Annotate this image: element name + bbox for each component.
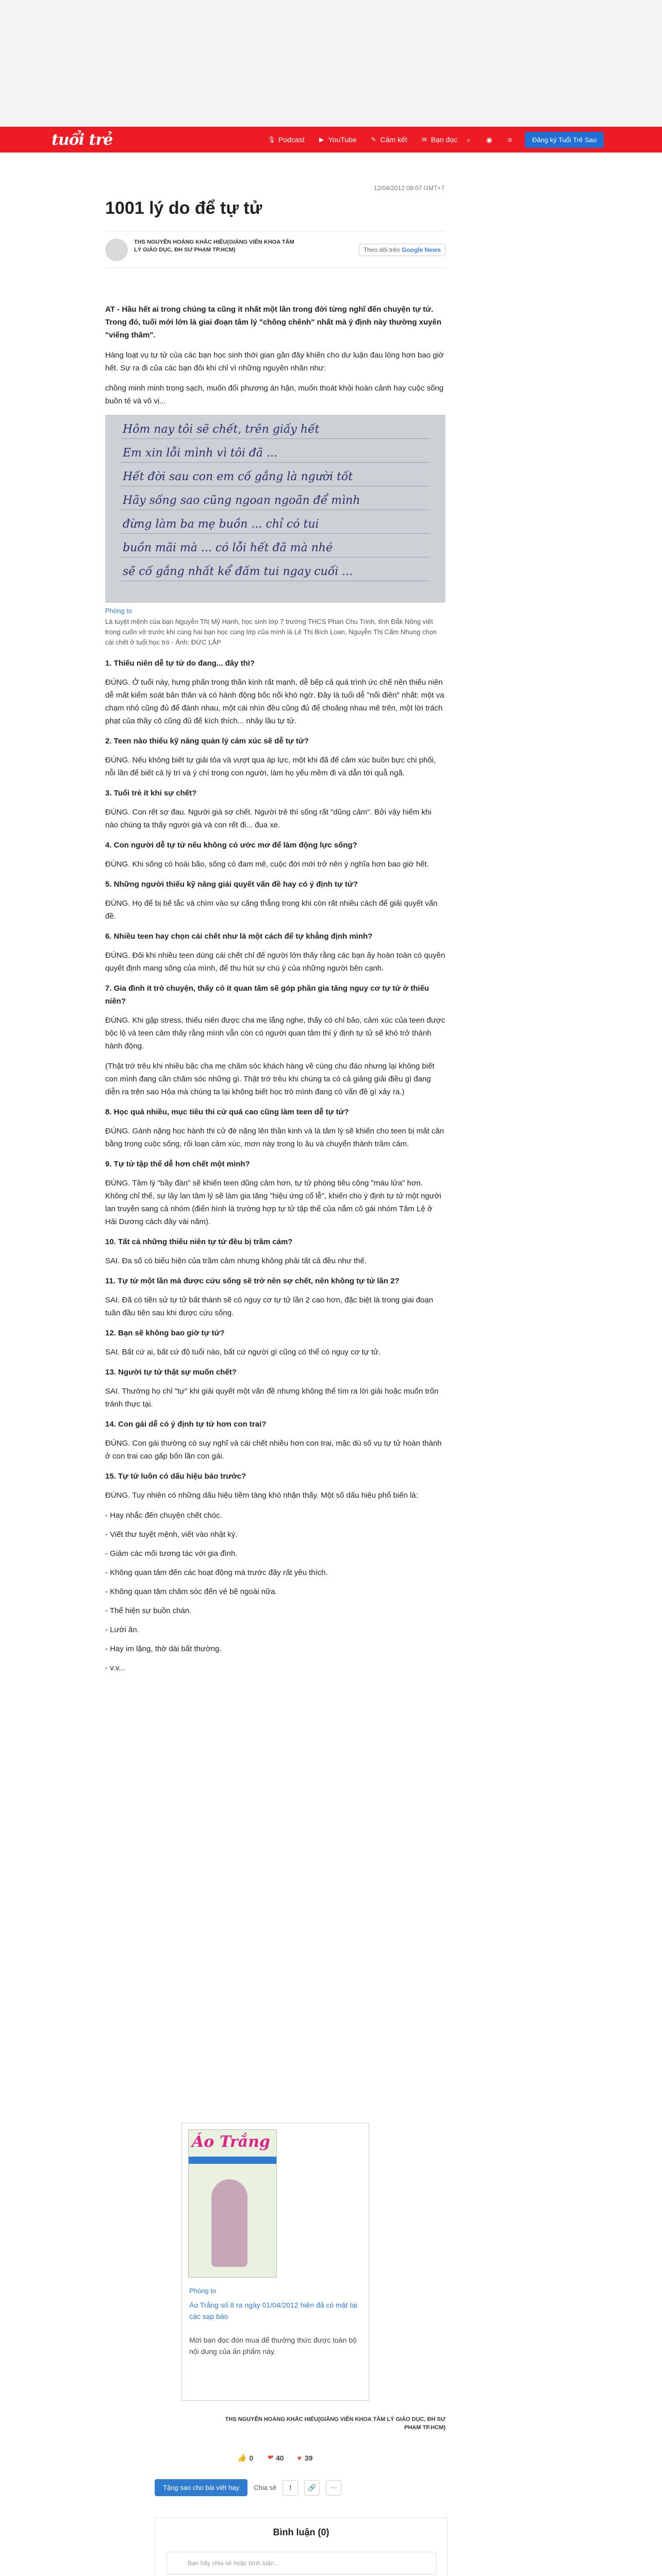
like-icon: 👍 [237,2453,246,2462]
byline [105,231,445,268]
intro-paragraph: Hàng loạt vụ tự tử của các bạn học sinh thời gian gần đây khiến cho dư luận đau lòng hơn bao giờ hết. Sự ra đi của các bạn đôi khi chỉ vì những nguyên nhân như: [105,351,444,372]
comment-title: Bình luận (0) [273,2527,329,2537]
header-actions [463,127,604,152]
qa-question: 2. Teen nào thiếu kỹ năng quản lý cảm xúc sẽ dễ tự tử? [105,737,309,745]
magazine-cover-title: Áo Trắng [192,2133,270,2151]
header-link-ban-doc[interactable] [421,135,457,144]
warning-sign: - Hay nhắc đến chuyện chết chóc. [105,1511,222,1520]
header-link-youtube[interactable] [318,135,357,144]
header-link-podcast[interactable] [268,135,305,144]
copy-link-icon[interactable]: 🔗 [304,2480,320,2496]
qa-answer: ĐÚNG. Khi sống có hoài bão, sống có đam mê, cuộc đời mới trở nên ý nghĩa hơn bao giờ hết. [105,860,429,869]
zoom-link[interactable]: Phóng to [189,2287,217,2295]
qa-question: 6. Nhiều teen hay chọn cái chết như là một cách để tự khẳng định mình? [105,932,373,941]
author-signature: THS NGUYỄN HOÀNG KHẮC HIẾU(GIẢNG VIÊN KHOA TÂM LÝ GIÁO DỤC, ĐH SƯ PHẠM TP.HCM) [225,2416,445,2431]
qa-question: 1. Thiếu niên dễ tự tử do đang... đây thì? [105,659,255,668]
qa-answer: ĐÚNG. Con rết sợ đau. Người già sợ chết. Người trẻ thì sống rất "dũng cảm". Bởi vậy hiếm khi nào chúng ta thấy người già và con rết đi... đua xe. [105,808,432,829]
logo-text: tuổi trẻ [52,130,113,149]
handwriting-line: Hết đời sau con em cố gắng là người tốt [123,470,353,483]
podcast-icon: 🎙 [268,136,276,143]
qa-question: 11. Tự tử một lần mà được cứu sống sẽ trở nên sợ chết, nên không tự tử lần 2? [105,1277,400,1285]
qa-question: 9. Tự tử tập thể dễ hơn chết một mình? [105,1160,250,1168]
handwriting-line: Em xin lỗi mình vì tôi đã ... [123,447,278,460]
warning-sign: - Thể hiện sự buồn chán. [105,1606,192,1615]
avatar [105,239,128,261]
ban-doc-icon: ✉ [421,136,427,143]
qa-answer: ĐÚNG. Ở tuổi này, hưng phấn trong thần kinh rất mạnh, dễ bếp cả quá trình ức chế nên thiếu niên dễ mất kiểm soát bản thân và có hành động bốc nổi khó ngờ. Đây là tuổi dễ "nổi điên" nhất: một va chạm nhỏ cũng đủ để đánh nhau, một cái nhìn đều cũng đủ để choảng nhau mê trên, một lời trách phạt của thầy cô cũng đủ để kích thích... nhảy lầu tự tử. [105,678,444,725]
cam-ket-icon: ✎ [371,136,376,143]
reaction-count: 0 [249,2453,254,2462]
reaction-heart[interactable] [297,2453,313,2462]
reaction-count: 40 [275,2453,284,2462]
love-icon: ❤ [267,2453,273,2462]
qa-answer: (Thật trớ trêu khi nhiều bậc cha mẹ chăm sóc khách hàng về cùng chu đáo nhưng lại không biết con mình đang cần chăm sóc những gì. Thật trớ trêu khi chúng ta có cả giảng giải điều gì đang diễn ra trên sao Hỏa mà chúng ta lại không biết học trò mình đang có vấn đề gì xảy ra.) [105,1062,435,1096]
handwriting-line: Hôm nay tôi sẽ chết, trên giấy hết [123,423,320,436]
qa-question: 14. Con gái dễ có ý định tự tử hơn con trai? [105,1420,267,1429]
gnews-brand: Google News [401,246,441,253]
qa-question: 12. Bạn sẽ không bao giờ tự tử? [105,1329,225,1337]
facebook-icon[interactable]: f [283,2480,298,2496]
magazine-box [181,2123,369,2401]
header-link-label: YouTube [328,135,357,144]
qa-question: 8. Học quá nhiều, mục tiêu thi cử quá cao cũng làm teen dễ tự tử? [105,1108,349,1116]
article-body [105,303,445,1681]
qa-question: 4. Con người dễ tự tử nếu không có ước mơ để làm động lực sống? [105,841,357,850]
subscribe-button[interactable]: Đăng ký Tuổi Trẻ Sao [525,132,604,148]
handwriting-line: sẽ cố gắng nhất kể đấm tui ngay cuối ... [123,565,353,578]
qa-answer: ĐÚNG. Khi gặp stress, thiếu niên được cha mẹ lắng nghe, thấy có chỉ bảo, cảm xúc của teen được bộc lộ và teen cảm thấy rằng mình vẫn còn có người quan tâm thì ý định tự tử sẽ khó trở thành hành động. [105,1016,445,1050]
qa-answer: ĐÚNG. Con gái thường có suy nghĩ và cái chết nhiều hơn con trai, mặc dù số vụ tự tử hoàn thành ở con trai cao gấp bốn lần con gái. [105,1439,442,1461]
qa-answer: SAI. Bất cứ ai, bất cứ độ tuổi nào, bất cứ người gì cũng có thể có nguy cơ tự tử. [105,1348,381,1357]
cover-band [189,2157,277,2164]
paper-line [121,462,430,463]
gift-star-button[interactable]: Tặng sao cho bài viết hay [155,2479,247,2496]
header-links [268,127,457,152]
qa-answer: SAI. Đa số có biểu hiện của trầm cảm nhưng không phải tất cả đều như thế. [105,1257,367,1265]
qa-answer: SAI. Thường họ chỉ "tự" khi giải quyết một vấn đề nhưng không thể tìm ra lời giải hoặc muốn trốn tránh thực tại. [105,1387,439,1409]
article-sapo: AT - Hầu hết ai trong chúng ta cũng ít nhất một lần trong đời từng nghĩ đến chuyện tự tử. Trong đó, tuổi mới lớn là giai đoạn tâm lý "chông chênh" nhất mà ý định này thường xuyên "viếng thăm". [105,305,442,340]
comment-input[interactable]: Bạn hãy chia sẻ hoặc bình luận... [167,2552,437,2574]
header-link-label: Bạn đọc [431,135,458,144]
google-news-button[interactable] [359,244,445,256]
handwriting-line: Hãy sống sao cũng ngoan ngoãn để mình [123,494,360,507]
warning-sign: - Không quan tâm chăm sóc đến vẻ bề ngoài nữa. [105,1587,277,1596]
qa-answer: ĐÚNG. Tuy nhiên có những dấu hiệu tiềm tàng khó nhận thấy. Một số dấu hiệu phổ biến là: [105,1491,418,1500]
site-logo[interactable] [52,131,112,148]
search-icon[interactable]: ⌕ [467,135,471,144]
user-icon[interactable]: ◉ [486,135,493,144]
qa-question: 5. Những người thiếu kỹ năng giải quyết vấn đề hay có ý định tự tử? [105,880,358,889]
publish-date: 12/04/2012 08:07 GMT+7 [373,184,444,192]
warning-sign: - Lười ăn. [105,1625,139,1634]
photo-caption: Lá tuyệt mệnh của bạn Nguyễn Thị Mỹ Hạnh, học sinh lớp 7 trường THCS Phan Chu Trinh, tỉnh Đắk Nông viết trong cuốn vở trước khi cùng hai bạn học cùng lớp của mình là Lê Thị Bích Loan, Nguyễn Thị Cẩm Nhung chọn cái chết ở tuổi học trò - Ảnh: ĐỨC LẬP [105,618,437,646]
menu-icon[interactable]: ≡ [507,135,512,144]
gnews-label: Theo dõi trên [363,246,400,253]
reaction-bar [237,2453,312,2462]
intro-paragraph: chồng minh minh trong sạch, muốn đổi phương án hận, muốn thoát khỏi hoàn cảnh hay cuộc sống buồn tẻ và vô vị... [105,384,444,405]
header-link-label: Podcast [278,135,305,144]
warning-sign: - Giảm các mối tương tác với gia đình. [105,1549,238,1558]
qa-answer: ĐÚNG. Nếu không biết tự giải tỏa và vượt qua áp lực, một khi đã để cảm xúc buồn bực chi phối, nỗi lần để biết cả lý trí và ý chí trong con người, làm họ yếu mềm đi và dẫn tới quẫ ngã. [105,756,436,777]
more-icon[interactable]: ⋯ [326,2480,341,2496]
qa-answer: ĐÚNG. Tâm lý "bầy đàn" sẽ khiến teen dũng cảm hơn, tự tử phóng tiêu cộng "máu lửa" hơn. Không chỉ thế, sự lây lan tâm lý sẽ làm gia tăng "hiệu ứng cổ lễ", khiến cho ý định tự tử một người lan truyền sang cả nhóm (điển hình là trường hợp tự tử tập thể của nắm cô gái nhóm Tâm Lệ ở Hải Dương cách đây vài năm). [105,1179,441,1226]
qa-answer: ĐÚNG. Đôi khi nhiều teen dùng cái chết chỉ để người lớn thấy rằng các bạn ấy hoàn toàn có quyền quyết định mang sống của mình, để thu hút sự chú ý của những người bên cạnh. [105,951,445,973]
author-name[interactable]: THS NGUYỄN HOÀNG KHẮC HIẾU(GIẢNG VIÊN KHOA TÂM LÝ GIÁO DỤC, ĐH SƯ PHẠM TP.HCM) [134,239,294,253]
qa-answer: ĐÚNG. Gánh nặng học hành thi cử đè nặng lên thần kinh và là tâm lý sẽ khiến cho teen bị mất cân bằng trong cuộc sống, rối loạn cảm xúc, mơn này trong lo âu và chuyển thành trầm cảm. [105,1127,444,1148]
warning-sign: - Không quan tâm đến các hoạt động mà trước đây rất yêu thích. [105,1568,328,1577]
warning-sign: - Hay im lặng, thờ dài bất thường. [105,1645,222,1653]
site-header [0,127,662,152]
cover-figure [211,2179,247,2267]
paper-line [121,438,430,439]
magazine-caption: Áo Trắng số 8 ra ngày 01/04/2012 hiện đã có mặt tại các sạp báo [189,2301,358,2320]
reaction-count: 39 [304,2453,313,2462]
paper-line [121,533,430,534]
header-link-cam-ket[interactable] [370,135,407,144]
top-ad-space [0,0,662,127]
header-link-label: Cảm kết [380,135,407,144]
youtube-icon: ▶ [319,136,324,143]
article-title: 1001 lý do để tự tử [105,198,262,218]
share-label: Chia sẻ [254,2484,277,2492]
handwriting-line: đừng làm ba mẹ buồn ... chỉ có tui [123,518,319,531]
reaction-like[interactable] [237,2453,253,2462]
qa-answer: ĐÚNG. Họ để bị bế tắc và chìm vào sự căng thẳng trong khi còn rất nhiều cách để giải quyết vấn đề. [105,899,438,921]
qa-question: 7. Gia đình ít trò chuyện, thấy có ít quan tâm sẽ góp phần gia tăng nguy cơ tự tử ở thiếu niên? [105,984,429,1006]
warning-sign: - Viết thư tuyệt mệnh, viết vào nhật ký. [105,1530,238,1539]
heart-icon: ♥ [297,2453,302,2462]
magazine-note: Mời bạn đọc đón mua để thưởng thức được toàn bộ nội dung của ấn phẩm này. [189,2336,357,2355]
zoom-link[interactable]: Phóng to [105,607,133,615]
magazine-cover[interactable] [188,2129,277,2278]
handwriting-line: buồn mãi mà ... có lỗi hết đã mà nhé [123,541,333,554]
qa-answer: SAI. Đã có tiền sử tự tử bất thành sẽ có nguy cơ tự tử lần 2 cao hơn, đặc biệt là trong giai đoạn tuần đầu tiên sau khi được cứu sống. [105,1296,434,1317]
reaction-love[interactable] [267,2453,284,2462]
qa-question: 15. Tự tử luôn có dấu hiệu báo trước? [105,1472,246,1481]
share-row [155,2479,341,2496]
qa-question: 3. Tuổi trẻ ít khi sự chết? [105,789,197,798]
article-photo[interactable] [105,415,445,603]
warning-sign: - v.v... [105,1664,125,1672]
qa-question: 10. Tất cả những thiếu niên tự tử đều bị trầm cảm? [105,1238,293,1246]
comment-section [155,2517,448,2576]
qa-question: 13. Người tự tử thật sự muốn chết? [105,1368,237,1377]
